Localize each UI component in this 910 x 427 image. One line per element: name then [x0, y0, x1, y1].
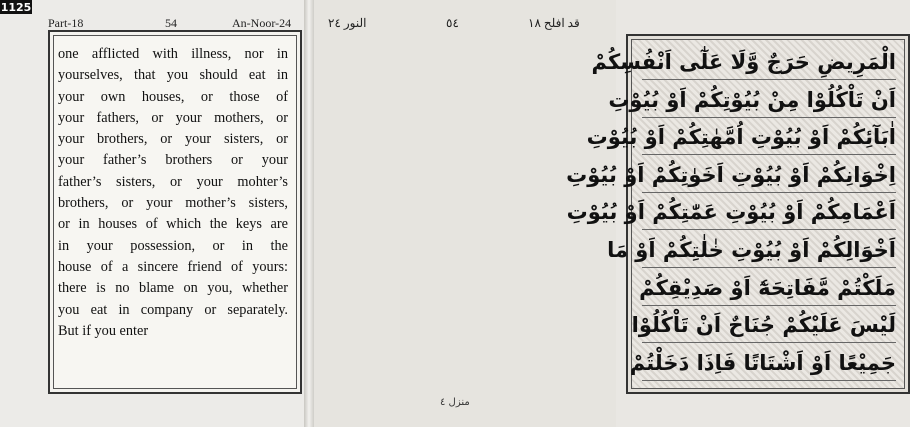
translation-line: your own houses, or those of: [58, 88, 288, 105]
translation-line: But if you enter: [58, 322, 149, 339]
manzil-mark: منزل ٤: [440, 397, 470, 408]
translation-line: or in houses of which the keys are: [58, 216, 288, 233]
translation-line: your brothers, or your sisters, or: [58, 131, 288, 148]
translation-line: house of a sincere friend of yours:: [58, 258, 288, 275]
scan-number-badge: 1125: [0, 0, 32, 14]
arabic-line: اِخْوَانِكُمْ اَوْ بُيُوْتِ اَخَوٰتِكُمْ اَوْ بُيُوْتِ: [642, 159, 896, 193]
translation-line: your fathers, or your mothers, or: [58, 109, 288, 126]
arabic-line: جَمِيْعًا اَوْ اَشْتَاتًا فَاِذَا دَخَلْتُمْ: [642, 347, 896, 381]
arabic-line: اَنْ تَاْكُلُوْا مِنْ بُيُوْتِكُمْ اَوْ بُيُوْتِ: [642, 84, 896, 118]
translation-line: in your possession, or in the: [58, 237, 288, 254]
arabic-text-frame: [566, 34, 910, 394]
arabic-line: مَلَكْتُمْ مَّفَاتِحَهٗٓ اَوْ صَدِيْقِكُمْ: [642, 272, 896, 306]
arabic-line: اَخْوَالِكُمْ اَوْ بُيُوْتِ خٰلٰتِكُمْ اَوْ مَا: [642, 234, 896, 268]
translation-text: [58, 44, 288, 342]
translation-line: your father’s brothers or your: [58, 152, 288, 169]
book-gutter: [304, 0, 314, 427]
arabic-part-label: قد افلح ١٨: [528, 16, 580, 30]
arabic-surah-label: النور ٢٤: [328, 16, 367, 30]
arabic-page-number: ٥٤: [446, 16, 459, 30]
translation-line: brothers, or your mother’s sisters,: [58, 195, 288, 212]
arabic-line: اٰبَآئِكُمْ اَوْ بُيُوْتِ اُمَّهٰتِكُمْ اَوْ بُيُوْتِ: [642, 121, 896, 155]
left-page: [0, 0, 306, 427]
translation-line: father’s sisters, or your mohter’s: [58, 173, 288, 190]
arabic-line: اَعْمَامِكُمْ اَوْ بُيُوْتِ عَمّٰتِكُمْ اَوْ بُيُوْتِ: [642, 196, 896, 230]
translation-frame: [48, 30, 302, 394]
translation-line: there is no blame on you, whether: [58, 280, 288, 297]
page-number: 54: [165, 16, 177, 30]
arabic-line: لَيْسَ عَلَيْكُمْ جُنَاحٌ اَنْ تَاْكُلُوْا: [642, 309, 896, 343]
right-page: [306, 0, 896, 427]
part-label: Part-18: [48, 16, 84, 30]
translation-line: yourselves, that you should eat in: [58, 67, 288, 84]
arabic-text: [566, 39, 905, 389]
translation-line: you eat in company or separately.: [58, 301, 288, 318]
surah-label: An-Noor-24: [232, 16, 292, 30]
translation-line: one afflicted with illness, nor in: [58, 46, 288, 62]
arabic-line: الْمَرِيضِ حَرَجٌ وَّلَا عَلٰٓى اَنْفُسِكُمْ: [642, 46, 896, 80]
